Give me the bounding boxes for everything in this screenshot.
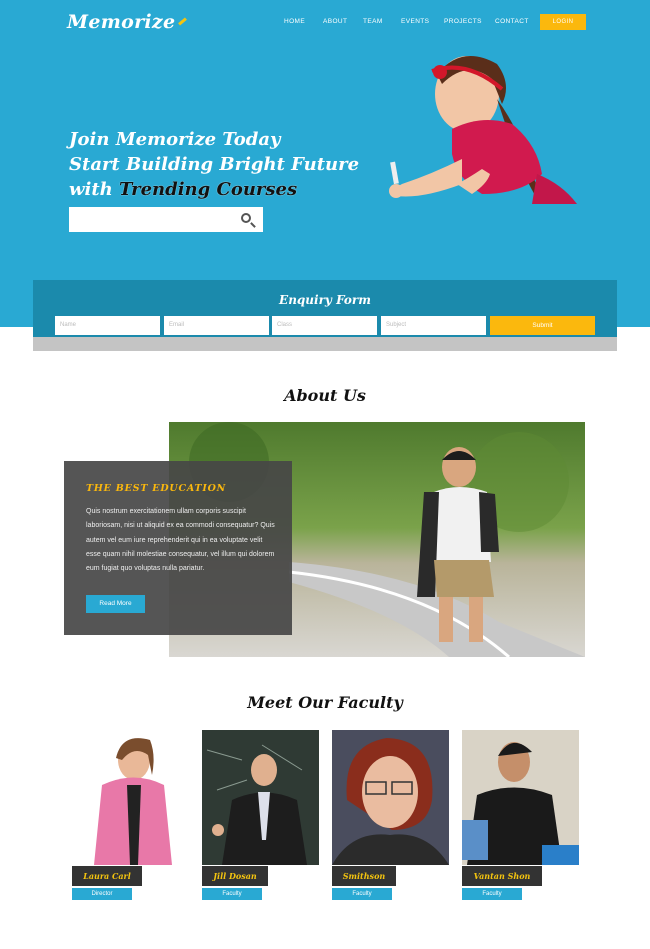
nav-events[interactable]: EVENTS	[401, 18, 430, 25]
read-more-button[interactable]: Read More	[86, 595, 145, 613]
pencil-icon	[178, 17, 187, 25]
name-field[interactable]: Name	[55, 316, 160, 335]
about-card	[64, 461, 292, 635]
faculty-name-3: Smithson	[332, 866, 396, 886]
hero-line-3	[69, 177, 359, 202]
about-subtitle: THE BEST EDUCATION	[86, 483, 227, 494]
submit-button[interactable]: Submit	[490, 316, 595, 335]
login-button[interactable]: LOGIN	[540, 14, 586, 30]
about-text: Quis nostrum exercitationem ullam corporis suscipit laboriosam, nisi ut aliquid ex ea commodi consequatur? Quis autem vel eum iure reprehenderit qui in ea voluptate velit esse quam nihil molestiae consequatur, vel illum qui dolorem eum fugiat quo voluptas nulla pariatur.	[86, 508, 275, 573]
hero-line-2: Start Building Bright Future	[69, 154, 360, 175]
logo-text: Memorize	[67, 11, 176, 33]
faculty-photo-3	[332, 730, 449, 865]
faculty-photo-2	[202, 730, 319, 865]
subject-field[interactable]: Subject	[381, 316, 486, 335]
search-input[interactable]	[69, 207, 263, 232]
about-title: About Us	[284, 386, 366, 405]
faculty-role-1: Director	[72, 888, 132, 900]
hero-headline	[69, 127, 359, 202]
hero-line-3-prefix: with	[69, 179, 120, 200]
class-field[interactable]: Class	[272, 316, 377, 335]
nav-projects[interactable]: PROJECTS	[444, 18, 482, 25]
faculty-name-1: Laura Carl	[72, 866, 142, 886]
faculty-role-4: Faculty	[462, 888, 522, 900]
nav-team[interactable]: TEAM	[363, 18, 383, 25]
hero-highlight: Trending Courses	[119, 179, 298, 200]
faculty-title: Meet Our Faculty	[247, 693, 403, 712]
hero-line-1: Join Memorize Today	[69, 129, 281, 150]
nav-home[interactable]: HOME	[284, 18, 306, 25]
logo[interactable]	[67, 11, 187, 33]
hero-girl-image	[372, 44, 584, 208]
faculty-role-3: Faculty	[332, 888, 392, 900]
search-icon[interactable]	[241, 213, 251, 223]
nav-about[interactable]: ABOUT	[323, 18, 348, 25]
enquiry-title: Enquiry Form	[279, 293, 371, 307]
hero-section	[0, 0, 650, 327]
nav-contact[interactable]: CONTACT	[495, 18, 529, 25]
faculty-name-2: Jill Dosan	[202, 866, 268, 886]
email-field[interactable]: Email	[164, 316, 269, 335]
faculty-photo-4	[462, 730, 579, 865]
faculty-name-4: Vantan Shon	[462, 866, 542, 886]
enquiry-form	[33, 280, 617, 337]
faculty-photo-1	[72, 730, 189, 865]
faculty-role-2: Faculty	[202, 888, 262, 900]
